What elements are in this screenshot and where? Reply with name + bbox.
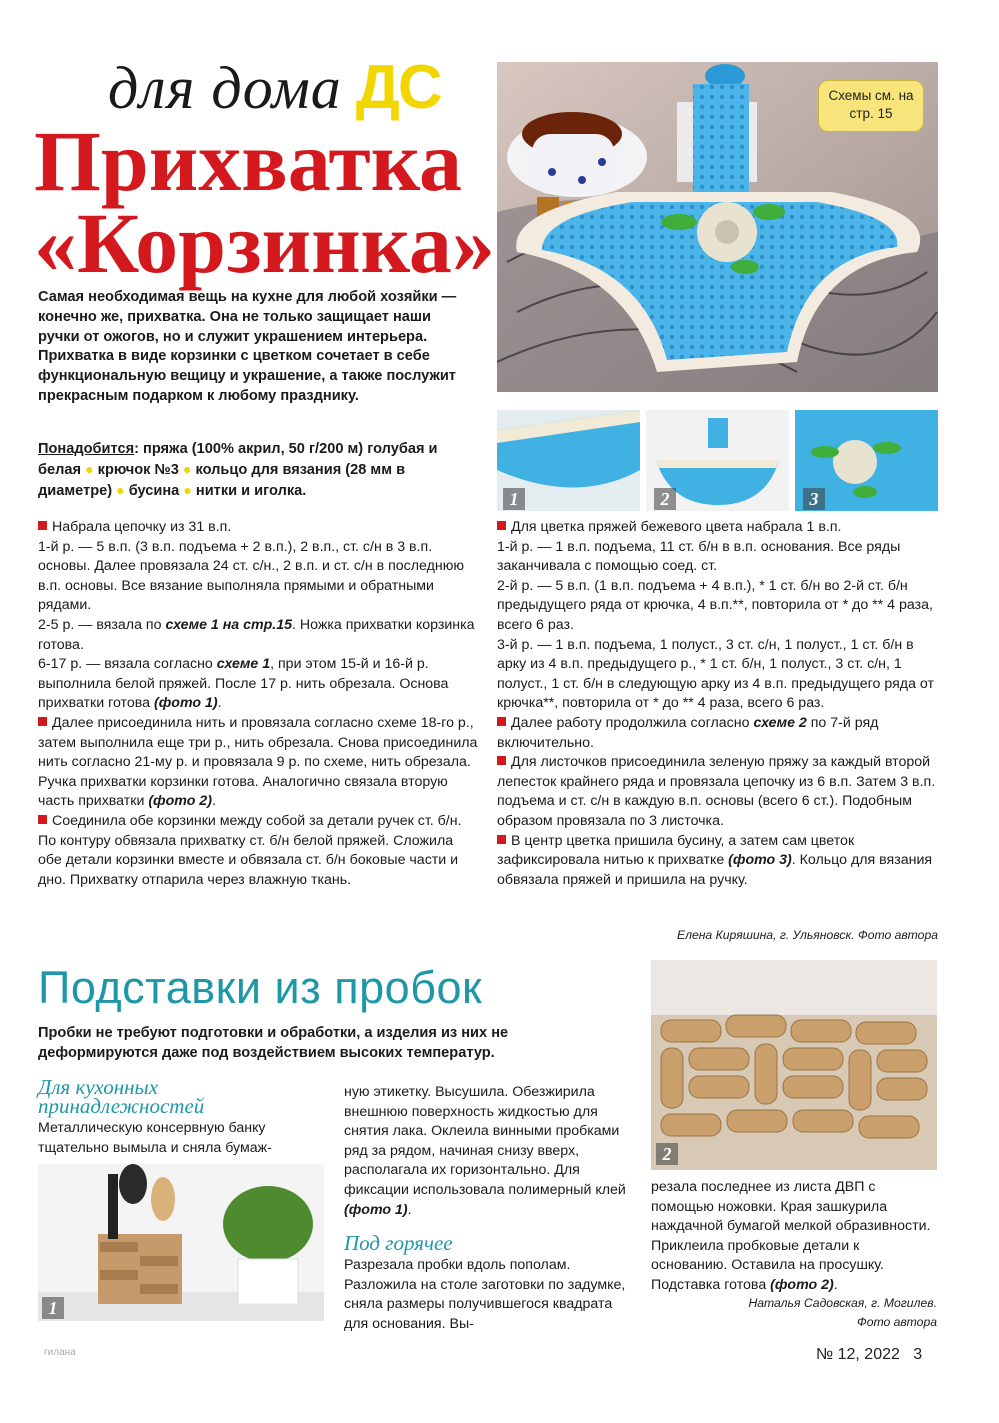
article-intro: Самая необходимая вещь на кухне для любой хозяйки — конечно же, прихватка. Она не только защищает наши ручки от ожогов, но и служит украшением интерьера. Прихватка в виде корзинки с цветком сочетает в себе функциональную вещицу и украшение, а также послужит прекрасным подарком к любому празднику. xyxy=(38,289,457,404)
red-square-bullet-icon xyxy=(38,717,47,726)
bullet-dot-icon: ● xyxy=(85,460,94,477)
text-run: Для листочков присоединила зеленую пряжу за каждый второй лепесток крайнего ряда и провязала цепочку из 6 в.п. Затем 3 в.п. подъема и ст. с/н в каждую в.п. основы (всего 6 ст.). Подобным образом провязала по 3 листочка. xyxy=(497,754,936,829)
material-item: нитки и иголка. xyxy=(195,482,307,499)
article2-title: Подставки из пробок xyxy=(38,962,483,1013)
issue-number: № 12, 2022 xyxy=(816,1346,900,1363)
instruction-paragraph xyxy=(38,812,478,890)
material-item: : пряжа (100% акрил, 50 г/200 м) голубая и белая xyxy=(38,441,438,478)
text-run: . xyxy=(217,695,222,712)
red-square-bullet-icon xyxy=(497,835,506,844)
instruction-paragraph xyxy=(497,636,939,714)
material-item: кольцо для вязания (28 мм в диаметре) xyxy=(38,461,406,499)
article2-lead: Пробки не требуют подготовки и обработки, а изделия из них не деформируются даже под воздействием высоких температур. xyxy=(38,1025,509,1061)
schemes-callout: Схемы см. на стр. 15 xyxy=(818,80,924,132)
cork-holder-illustration xyxy=(38,1164,324,1321)
text-run: . Кольцо для вязания обвязала пряжей и пришила на ручку. xyxy=(497,852,933,888)
instruction-paragraph xyxy=(497,577,939,636)
red-square-bullet-icon xyxy=(497,756,506,765)
text-run: 2-й р. — 5 в.п. (1 в.п. подъема + 4 в.п.), * 1 ст. б/н во 2-й ст. б/н предыдущего ряда от крючка, 4 в.п.**, повторила от * до ** 4 раза, всего 6 раз. xyxy=(497,577,933,633)
bullet-dot-icon: ● xyxy=(182,460,192,477)
emphasis-ref: схеме 2 xyxy=(753,714,807,731)
instruction-paragraph xyxy=(38,616,478,655)
text-run: Далее работу продолжила согласно xyxy=(511,714,754,731)
text-run: . Ножка прихватки корзинка готова. xyxy=(38,616,475,653)
material-item: крючок №3 xyxy=(97,461,179,478)
instructions-right-column xyxy=(497,518,939,890)
instruction-paragraph xyxy=(38,714,478,812)
text-run: , при этом 15-й и 16-й р. выполнила белой пряжей. После 17 р. нить обрезала. Основа прихватки готова xyxy=(38,656,449,712)
instructions-left-column xyxy=(38,518,478,890)
instruction-paragraph xyxy=(497,753,939,831)
materials-label: Понадобится xyxy=(38,441,135,457)
author-credit-2-photo: Фото автора xyxy=(857,1315,937,1329)
subhead-kitchen-tools: Для кухонных принадлежностей xyxy=(38,1075,205,1118)
red-square-bullet-icon xyxy=(38,815,47,824)
instruction-paragraph xyxy=(38,518,478,538)
issue-info xyxy=(816,1346,922,1364)
photo-cork-utensil-holder xyxy=(38,1164,324,1321)
emphasis-ref: (фото 1) xyxy=(344,1201,408,1218)
photo-cork-trivet xyxy=(651,960,937,1170)
text-run: ную этикетку. Высушила. Обезжирила внешнюю поверхность жидкостью для снятия лака. Оклеила винными пробками ряд за рядом, начиная снизу вверх, располагала их горизонтально. Для фиксации использовала полимерный клей xyxy=(344,1084,626,1198)
magazine-logo: ДС xyxy=(355,53,441,122)
text-run: по 7-й ряд включительно. xyxy=(497,714,879,751)
text-run: В центр цветка пришила бусину, а затем сам цветок зафиксировала нитью к прихватке xyxy=(497,832,855,869)
photo-number: 1 xyxy=(42,1297,64,1319)
instruction-paragraph xyxy=(38,538,478,616)
text-run: резала последнее из листа ДВП с помощью ножовки. Края зашкурила наждачной бумагой мелкой образивности. Приклеила пробковые детали к основанию. Оставила на просушку. Подставка готова xyxy=(651,1179,931,1293)
article2-text-1a: Металлическую консервную банку тщательно вымыла и сняла бумаж- xyxy=(38,1120,272,1156)
material-item: бусина xyxy=(128,482,180,499)
watermark: гилана xyxy=(44,1347,76,1358)
emphasis-ref: схеме 1 на стр.15 xyxy=(165,616,293,633)
photo-number: 2 xyxy=(654,488,676,510)
article-title-line1: Прихватка xyxy=(34,113,462,209)
photo-number: 1 xyxy=(503,488,525,510)
author-credit: Елена Киряшина, г. Ульяновск. Фото автора xyxy=(676,928,938,942)
instruction-paragraph xyxy=(38,655,478,714)
instruction-paragraph xyxy=(497,518,939,538)
text-run: . xyxy=(407,1201,412,1218)
red-square-bullet-icon xyxy=(497,717,506,726)
text-run: . xyxy=(211,793,216,810)
red-square-bullet-icon xyxy=(38,521,47,530)
text-run: 2-5 р. — вязала по xyxy=(38,616,166,633)
photo-number: 2 xyxy=(656,1143,678,1165)
photo-number: 3 xyxy=(803,488,825,510)
section-name: для дома xyxy=(108,55,342,121)
red-square-bullet-icon xyxy=(497,521,506,530)
text-run: Далее присоединила нить и провязала согласно схеме 18-го р., затем выполнила еще три р., нить обрезала. Снова присоединила нить согласно 21-му р. и провязала 9 р. по схеме, нить обрезала. Ручка прихватки корзинки готова. Аналогично связала вторую часть прихватки xyxy=(38,714,478,810)
instruction-paragraph xyxy=(497,832,939,891)
subhead-hot-stand: Под горячее xyxy=(344,1231,453,1255)
text-run: 1-й р. — 5 в.п. (3 в.п. подъема + 2 в.п.), 2 в.п., ст. с/н в 3 в.п. основы. Далее провязала 24 ст. с/н., 2 в.п. и ст. с/н в последнюю в.п. основы. Все вязание выполняла прямыми и обратными рядами. xyxy=(38,538,465,614)
author-credit-2-name: Наталья Садовская, г. Могилев. xyxy=(748,1296,937,1310)
text-run: Набрала цепочку из 31 в.п. xyxy=(52,519,232,535)
instruction-paragraph xyxy=(497,714,939,753)
emphasis-ref: (фото 2) xyxy=(148,793,212,810)
cork-trivet-illustration xyxy=(651,960,937,1170)
article2-text-2: Разрезала пробки вдоль пополам. Разложила на столе заготовки по задумке, сняла размеры получившегося квадрата для основания. Вы- xyxy=(344,1257,626,1332)
article2-text-3 xyxy=(651,1178,939,1296)
bullet-dot-icon: ● xyxy=(183,481,192,498)
bullet-dot-icon: ● xyxy=(116,481,125,498)
text-run: . xyxy=(833,1276,838,1293)
text-run: 1-й р. — 1 в.п. подъема, 11 ст. б/н в в.п. основания. Все ряды заканчивала с помощью соед. ст. xyxy=(497,538,901,575)
emphasis-ref: (фото 2) xyxy=(770,1276,834,1293)
page-number: 3 xyxy=(913,1346,923,1363)
article-title-line2: «Корзинка» xyxy=(34,195,495,291)
text-run: Соединила обе корзинки между собой за детали ручек ст. б/н. По контуру обвязала прихватку ст. б/н белой пряжей. Сложила обе детали корзинки вместе и обвязала ст. б/н боковые части и дно. Прихватку отпарила через влажную ткань. xyxy=(38,812,462,888)
materials-list xyxy=(38,440,478,501)
article2-text-1b xyxy=(344,1083,632,1220)
text-run: 6-17 р. — вязала согласно xyxy=(38,656,217,673)
emphasis-ref: (фото 3) xyxy=(728,852,792,869)
emphasis-ref: (фото 1) xyxy=(154,695,218,712)
emphasis-ref: схеме 1 xyxy=(216,656,271,673)
text-run: Для цветка пряжей бежевого цвета набрала 1 в.п. xyxy=(511,519,842,535)
instruction-paragraph xyxy=(497,538,939,577)
text-run: 3-й р. — 1 в.п. подъема, 1 полуст., 3 ст. с/н, 1 полуст., 1 ст. б/н в арку из 4 в.п. предыдущего р., * 1 ст. б/н, 1 полуст., 3 ст. с/н, 1 полуст., 1 ст. б/н в следующую арку из 4 в.п. предыдущего ряда от крючка**, повторила от * до ** 4 раза, всего 6 раз. xyxy=(497,636,934,712)
